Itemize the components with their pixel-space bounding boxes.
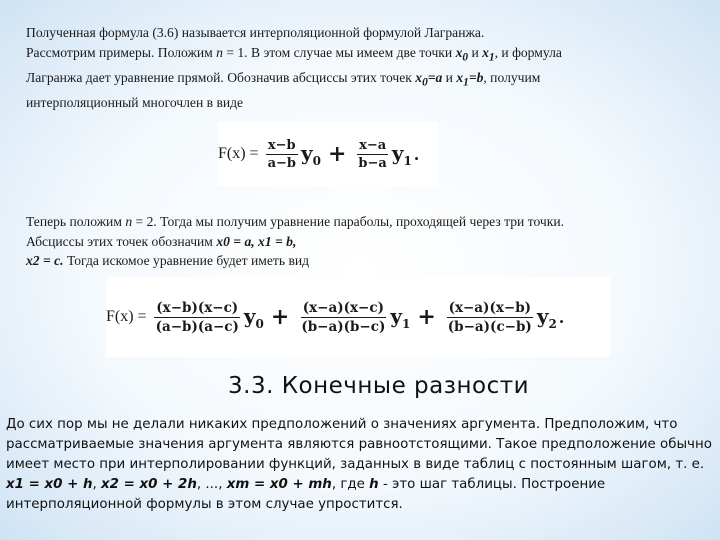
text: - это шаг таблицы. Построение интерполяционной формулы в этом случае упростится. <box>6 477 606 512</box>
var-h: h <box>369 477 379 492</box>
text: Тогда искомое уравнение будет иметь вид <box>63 253 310 268</box>
var-x1-eq-b: $x_1=b$ <box>456 69 484 89</box>
period: . <box>413 144 420 164</box>
eq-x2: x2 = x0 + 2h <box>101 477 197 492</box>
text: , где <box>331 477 370 492</box>
text: = 1. В этом случае мы имеем две точки <box>222 44 456 60</box>
text: , <box>92 477 102 492</box>
text: , ..., <box>196 477 227 492</box>
fraction: $\frac{x-a}{b-a}$ <box>358 137 387 171</box>
y2: $y_2$ <box>536 303 557 331</box>
fraction: $\frac{(x-a)(x-c)}{(b-a)(b-c)}$ <box>301 299 386 335</box>
abscissa-x2: x2 = c. <box>26 253 64 268</box>
period: . <box>558 307 565 327</box>
paragraph-parabola <box>26 212 696 271</box>
y0: $y_0$ <box>243 303 264 331</box>
text: Абсциссы этих точек обозначим <box>26 233 217 249</box>
y1: $y_1$ <box>390 303 411 331</box>
plus: + <box>327 141 347 167</box>
text: До сих пор мы не делали никаких предположений о значениях аргумента. Предположим, что рассматриваемые значения аргумента являются равноотстоящими. Такое предположение обычно имеет место при интерполировании функций, заданных в виде таблиц с постоянным шагом, т. е. <box>6 417 712 472</box>
paragraph-finite-differences <box>6 415 718 515</box>
formula-parabola <box>106 277 610 357</box>
text: , получим <box>483 69 541 85</box>
eq-x1: x1 = x0 + h <box>6 477 93 492</box>
y1: $y_1$ <box>391 140 412 168</box>
formula-lhs: F(x) = <box>106 308 147 325</box>
text: Теперь положим <box>26 214 126 229</box>
text: , и формула <box>494 44 562 60</box>
text: = 2. Тогда мы получим уравнение параболы, проходящей через три точки. <box>132 214 565 229</box>
var-n: n <box>216 44 223 60</box>
fraction: $\frac{(x-a)(x-b)}{(b-a)(c-b)}$ <box>447 299 532 335</box>
text: интерполяционный многочлен в виде <box>26 94 244 110</box>
paragraph-lagrange-intro <box>26 23 676 112</box>
fraction: $\frac{(x-b)(x-c)}{(a-b)(a-c)}$ <box>155 299 239 335</box>
abscissa-eqs: x0 = a, x1 = b, <box>216 233 297 249</box>
var-x1: $x_1$ <box>482 44 495 64</box>
plus: + <box>270 304 290 330</box>
section-heading: 3.3. Конечные разности <box>228 373 530 399</box>
text: Лагранжа дает уравнение прямой. Обозначив абсциссы этих точек <box>26 69 416 85</box>
plus: + <box>417 304 436 330</box>
text: и <box>442 69 457 85</box>
var-x0: $x_0$ <box>455 44 469 64</box>
y0: $y_0$ <box>300 140 321 168</box>
text: Рассмотрим примеры. Положим <box>26 44 217 60</box>
fraction: $\frac{x-b}{a-b}$ <box>267 137 296 171</box>
text: и <box>468 44 483 60</box>
eq-xm: xm = x0 + mh <box>226 477 332 492</box>
var-n: n <box>125 214 133 229</box>
text: Полученная формула (3.6) называется интерполяционной формулой Лагранжа. <box>26 25 485 40</box>
var-x0-eq-a: $x_0=a$ <box>415 69 443 89</box>
formula-linear <box>218 122 438 186</box>
formula-lhs: F(x) = <box>218 145 259 162</box>
